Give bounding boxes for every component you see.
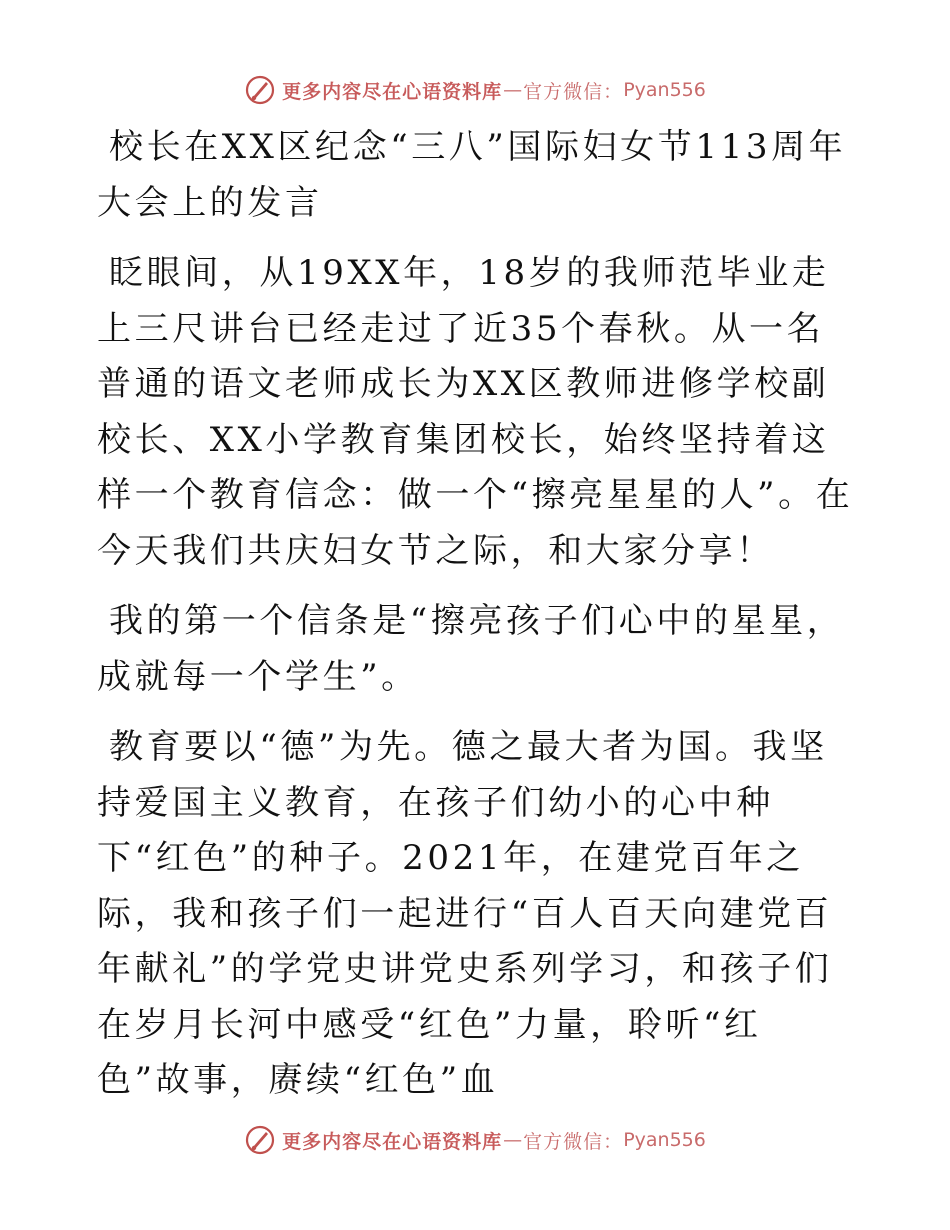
document-title: 校长在XX区纪念“三八”国际妇女节113周年大会上的发言	[97, 127, 847, 223]
watermark-wechat-id: Pyan556	[623, 1129, 706, 1151]
header-watermark	[0, 70, 950, 110]
watermark-brand: 更多内容尽在心语资料库	[282, 1130, 503, 1153]
footer-watermark	[0, 1120, 950, 1160]
quill-logo-icon	[244, 1124, 276, 1156]
paragraph-2: 我的第一个信条是“擦亮孩子们心中的星星，成就每一个学生”。	[97, 601, 845, 697]
watermark-brand: 更多内容尽在心语资料库	[282, 80, 503, 103]
paragraph-3: 教育要以“德”为先。德之最大者为国。我坚持爱国主义教育，在孩子们幼小的心中种下“红色”的种子。2021年，在建党百年之际，我和孩子们一起进行“百人百天向建党百年献礼”的学党史讲党史系列学习，和孩子们在岁月长河中感受“红色”力量，聆听“红色”故事，赓续“红色”血	[97, 727, 833, 1100]
watermark-separator: —	[503, 1129, 523, 1151]
paragraph-1: 眨眼间，从19XX年，18岁的我师范毕业走上三尺讲台已经走过了近35个春秋。从一名普通的语文老师成长为XX区教师进修学校副校长、XX小学教育集团校长，始终坚持着这样一个教育信念：做一个“擦亮星星的人”。在今天我们共庆妇女节之际，和大家分享！	[97, 253, 854, 571]
watermark-separator: —	[503, 79, 523, 101]
watermark-wechat-label: 官方微信：	[523, 80, 624, 103]
quill-logo-icon	[244, 74, 276, 106]
watermark-wechat-id: Pyan556	[623, 79, 706, 101]
watermark-wechat-label: 官方微信：	[523, 1130, 624, 1153]
document-body	[97, 120, 857, 1124]
